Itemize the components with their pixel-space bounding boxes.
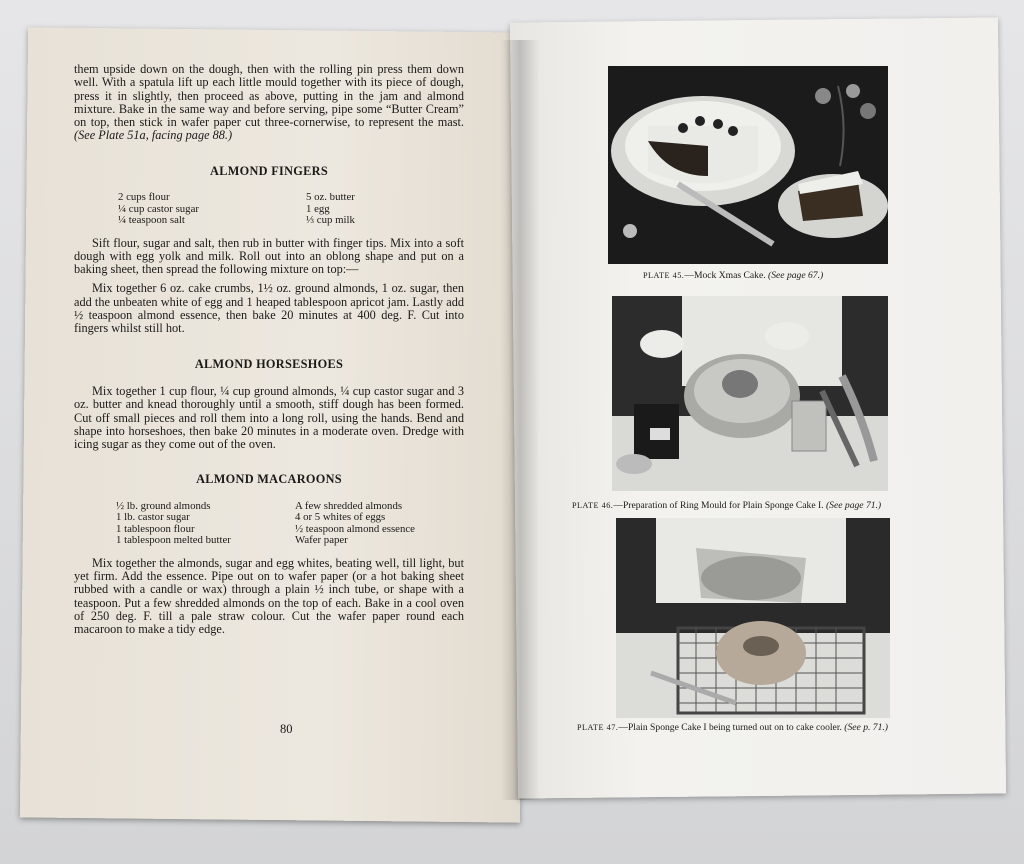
ingredient: ⅓ cup milk bbox=[306, 214, 355, 227]
ingredients-almond-macaroons bbox=[74, 501, 464, 547]
plate-47-caption: PLATE 47.—Plain Sponge Cake I being turned out on to cake cooler. (See p. 71.) bbox=[577, 722, 888, 733]
plate-45-caption: PLATE 45.—Mock Xmas Cake. (See page 67.) bbox=[643, 270, 824, 281]
method-paragraph: Mix together 6 oz. cake crumbs, 1½ oz. ground almonds, 1 oz. sugar, then add the unbeaten white of egg and 1 heaped tablespoon apricot jam. Lastly add ½ teaspoon almond essence, then bake 20 minutes at 400 deg. F. Cut into fingers whilst still hot. bbox=[74, 281, 464, 336]
ring-mould-preparation-photo bbox=[612, 296, 888, 491]
method-paragraph: Mix together 1 cup flour, ¼ cup ground almonds, ¼ cup castor sugar and 3 oz. butter and knead thoroughly until a smooth, stiff dough has been formed. Cut off small pieces and roll them into a long roll, using the hands. Bend and shape into horseshoes, then bake 20 minutes in a moderate oven. Dredge with icing sugar as they come out of the oven. bbox=[74, 383, 464, 452]
ingredient: ½ lb. ground almonds bbox=[116, 499, 211, 512]
method-paragraph: Mix together the almonds, sugar and egg whites, beating well, till light, but yet firm. Add the essence. Pipe out on to wafer paper (or a hot baking sheet rubbed with a candle or wax) through a plain ½ inch tube, or shape with a teaspoon. Put a few shredded almonds on the top of each. Bake in a cool oven of 250 deg. F. till a pale straw colour. Cut the wafer paper round each macaroon to make a tidy edge. bbox=[74, 555, 464, 637]
method-paragraph: Sift flour, sugar and salt, then rub in butter with finger tips. Mix into a soft dough with egg yolk and milk. Roll out into an oblong shape and put on a baking sheet, then spread the following mixture on top:— bbox=[74, 235, 464, 277]
ingredient: ½ teaspoon almond essence bbox=[295, 522, 415, 535]
plate-46-caption: PLATE 46.—Preparation of Ring Mould for Plain Sponge Cake I. (See page 71.) bbox=[572, 500, 882, 511]
book-spine bbox=[500, 40, 540, 800]
ingredient: 1 egg bbox=[306, 202, 330, 215]
recipe-title-almond-macaroons: ALMOND MACAROONS bbox=[196, 472, 342, 487]
ingredient: 5 oz. butter bbox=[306, 191, 355, 204]
ingredient: Wafer paper bbox=[295, 534, 348, 547]
ingredient: 1 tablespoon flour bbox=[116, 522, 195, 535]
ingredient: 1 lb. castor sugar bbox=[116, 511, 190, 524]
ingredient: 2 cups flour bbox=[118, 191, 170, 204]
mock-xmas-cake-photo bbox=[608, 66, 888, 264]
ingredient: A few shredded almonds bbox=[295, 499, 403, 512]
recipe-title-almond-horseshoes: ALMOND HORSESHOES bbox=[194, 356, 344, 371]
ingredients-almond-fingers bbox=[74, 192, 464, 227]
ingredient: ¼ cup castor sugar bbox=[118, 202, 199, 215]
intro-reference: (See Plate 51a, facing page 88.) bbox=[74, 128, 233, 143]
ingredient: 1 tablespoon melted butter bbox=[116, 534, 231, 547]
page-number: 80 bbox=[280, 722, 293, 736]
left-page-text bbox=[74, 63, 464, 643]
recipe-title-almond-fingers: ALMOND FINGERS bbox=[210, 163, 328, 178]
ingredient: 4 or 5 whites of eggs bbox=[295, 511, 386, 524]
ingredient: ¼ teaspoon salt bbox=[118, 214, 185, 227]
intro-paragraph: them upside down on the dough, then with the rolling pin press them down well. With a spatula lift up each little mould together with its piece of dough, press it in slightly, then proceed as above, putting in the jam and almond mixture. Bake in the same way and before serving, pipe some “Butter Cream” on top, then stick in wafer paper cut three-cornerwise, to represent the mast. (See Plate 51a, facing page 88.) bbox=[74, 62, 464, 143]
sponge-cake-cooler-photo bbox=[616, 518, 890, 718]
